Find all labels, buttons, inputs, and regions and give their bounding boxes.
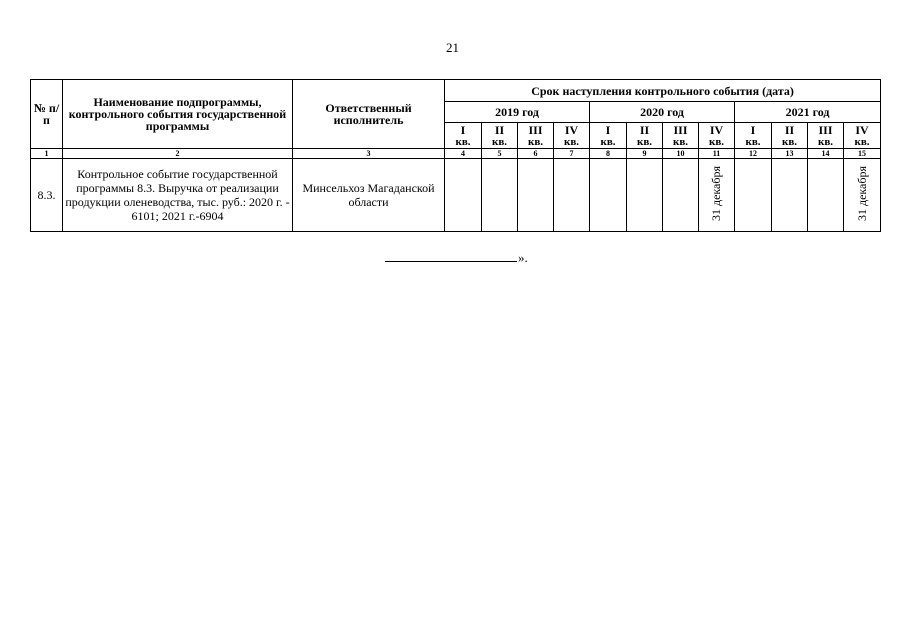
responsible-executor: Минсельхоз Магаданской области xyxy=(293,159,445,232)
quarter-header: III кв. xyxy=(808,123,844,149)
event-date-2021: 31 декабря xyxy=(854,165,869,222)
column-index: 9 xyxy=(627,149,663,159)
quarter-header: I кв. xyxy=(590,123,627,149)
page-number: 21 xyxy=(446,40,459,55)
quarter-cell-2021-q4 xyxy=(844,159,881,232)
column-index: 8 xyxy=(590,149,627,159)
quarter-header: II кв. xyxy=(627,123,663,149)
header-period: Срок наступления контрольного события (дата) xyxy=(445,80,881,102)
column-index: 2 xyxy=(63,149,293,159)
quarter-cell-2020-q4 xyxy=(699,159,735,232)
quarter-cell xyxy=(518,159,554,232)
column-index: 7 xyxy=(554,149,590,159)
quarter-cell xyxy=(772,159,808,232)
quarter-header: III кв. xyxy=(663,123,699,149)
column-index: 14 xyxy=(808,149,844,159)
header-year-2019: 2019 год xyxy=(445,102,590,123)
signature-line xyxy=(385,261,517,262)
event-date-2020: 31 декабря xyxy=(709,165,723,222)
header-year-2020: 2020 год xyxy=(590,102,735,123)
column-index: 1 xyxy=(31,149,63,159)
column-index: 15 xyxy=(844,149,881,159)
column-index: 6 xyxy=(518,149,554,159)
column-index: 11 xyxy=(699,149,735,159)
header-year-2021: 2021 год xyxy=(735,102,881,123)
row-number: 8.3. xyxy=(31,159,63,232)
quarter-header: II кв. xyxy=(772,123,808,149)
quarter-header: II кв. xyxy=(482,123,518,149)
quarter-cell xyxy=(590,159,627,232)
column-index: 12 xyxy=(735,149,772,159)
column-index: 3 xyxy=(293,149,445,159)
header-name: Наименование подпрограммы, контрольного события государственной программы xyxy=(63,80,293,149)
quarter-cell xyxy=(482,159,518,232)
closing-quote: ». xyxy=(518,250,528,265)
quarter-cell xyxy=(735,159,772,232)
column-index: 13 xyxy=(772,149,808,159)
column-index: 5 xyxy=(482,149,518,159)
quarter-header: I кв. xyxy=(445,123,482,149)
header-num: № п/п xyxy=(31,80,63,149)
quarter-header: III кв. xyxy=(518,123,554,149)
column-index: 10 xyxy=(663,149,699,159)
quarter-cell xyxy=(663,159,699,232)
table-row xyxy=(31,159,881,232)
quarter-header: IV кв. xyxy=(554,123,590,149)
closing-mark xyxy=(385,250,528,266)
quarter-header: IV кв. xyxy=(699,123,735,149)
quarter-cell xyxy=(808,159,844,232)
quarter-header: IV кв. xyxy=(844,123,881,149)
quarter-cell xyxy=(627,159,663,232)
event-name: Контрольное событие государственной программы 8.3. Выручка от реализации продукции оленеводства, тыс. руб.: 2020 г. - 6101; 2021 г.-6904 xyxy=(63,159,293,232)
quarter-header: I кв. xyxy=(735,123,772,149)
control-events-table xyxy=(30,79,881,232)
quarter-cell xyxy=(445,159,482,232)
quarter-cell xyxy=(554,159,590,232)
column-index: 4 xyxy=(445,149,482,159)
header-executor: Ответственный исполнитель xyxy=(293,80,445,149)
column-index-row xyxy=(31,149,881,159)
